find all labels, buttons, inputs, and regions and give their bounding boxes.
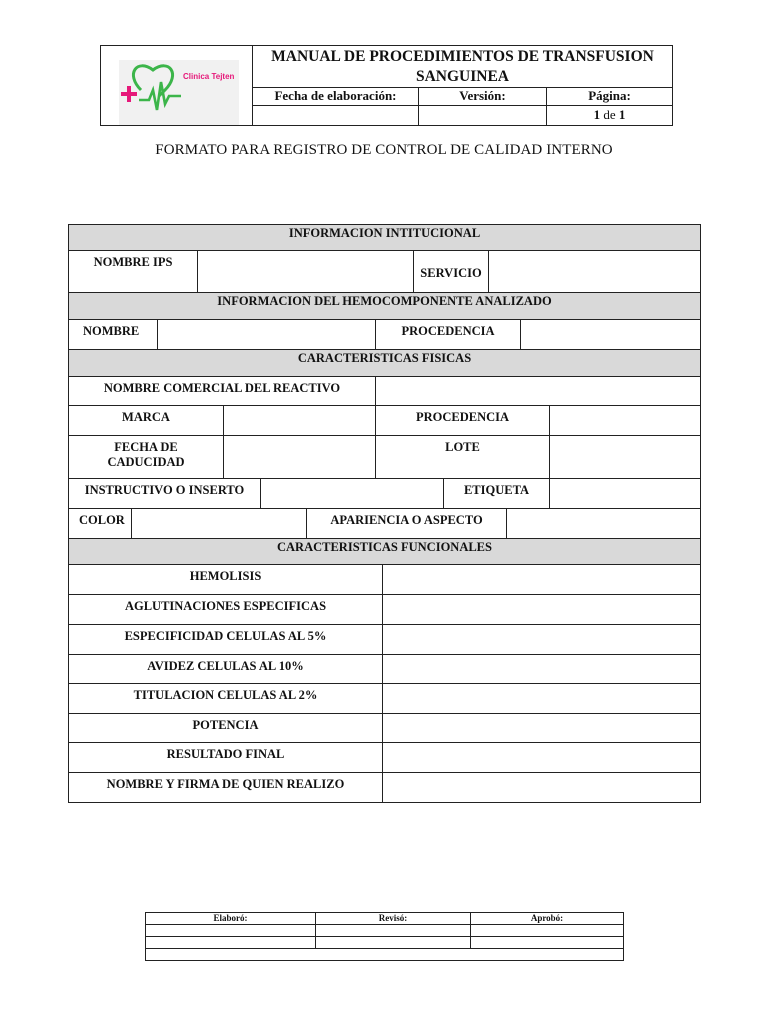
fecha-elaboracion-label: Fecha de elaboración: — [252, 87, 419, 106]
section-informacion-institucional: INFORMACION INTITUCIONAL — [68, 224, 701, 251]
page-separator: de — [603, 107, 616, 122]
heart-pulse-icon — [119, 60, 239, 125]
procedencia-label: PROCEDENCIA — [375, 319, 521, 350]
fecha-caducidad-label — [68, 435, 224, 479]
apariencia-field[interactable] — [506, 508, 701, 539]
especificidad-label: ESPECIFICIDAD CELULAS AL 5% — [68, 624, 383, 655]
etiqueta-label: ETIQUETA — [443, 478, 550, 509]
marca-field[interactable] — [223, 405, 376, 436]
document-title — [252, 45, 673, 88]
title-line-2: SANGUINEA — [415, 68, 509, 85]
nombre-label: NOMBRE — [68, 319, 158, 350]
fecha-caducidad-field[interactable] — [223, 435, 376, 479]
nombre-firma-field[interactable] — [382, 772, 701, 803]
hemolisis-field[interactable] — [382, 564, 701, 595]
avidez-field[interactable] — [382, 654, 701, 684]
nombre-ips-label: NOMBRE IPS — [68, 250, 198, 293]
signature-row[interactable] — [145, 948, 624, 961]
instructivo-label: INSTRUCTIVO O INSERTO — [68, 478, 261, 509]
resultado-final-field[interactable] — [382, 742, 701, 773]
aprobo-label: Aprobó: — [470, 912, 624, 925]
lote-label: LOTE — [375, 435, 550, 479]
nombre-firma-label: NOMBRE Y FIRMA DE QUIEN REALIZO — [68, 772, 383, 803]
aglutinaciones-label: AGLUTINACIONES ESPECIFICAS — [68, 594, 383, 625]
procedencia-reactivo-label: PROCEDENCIA — [375, 405, 550, 436]
page-current: 1 — [593, 107, 601, 122]
fecha-elaboracion-value — [252, 105, 419, 126]
pagina-label: Página: — [546, 87, 673, 106]
avidez-label: AVIDEZ CELULAS AL 10% — [68, 654, 383, 684]
title-line-1: MANUAL DE PROCEDIMIENTOS DE TRANSFUSION — [271, 48, 654, 65]
page-number — [546, 105, 673, 126]
logo-text: Clinica Tejten — [183, 72, 235, 81]
instructivo-field[interactable] — [260, 478, 444, 509]
resultado-final-label: RESULTADO FINAL — [68, 742, 383, 773]
color-label: COLOR — [68, 508, 132, 539]
section-caracteristicas-fisicas: CARACTERISTICAS FISICAS — [68, 349, 701, 377]
fecha-caducidad-line-2: CADUCIDAD — [107, 455, 185, 469]
nombre-comercial-label: NOMBRE COMERCIAL DEL REACTIVO — [68, 376, 376, 406]
lote-field[interactable] — [549, 435, 701, 479]
version-value — [418, 105, 547, 126]
reviso-label: Revisó: — [315, 912, 471, 925]
nombre-comercial-field[interactable] — [375, 376, 701, 406]
procedencia-field[interactable] — [520, 319, 701, 350]
hemolisis-label: HEMOLISIS — [68, 564, 383, 595]
etiqueta-field[interactable] — [549, 478, 701, 509]
aglutinaciones-field[interactable] — [382, 594, 701, 625]
marca-label: MARCA — [68, 405, 224, 436]
procedencia-reactivo-field[interactable] — [549, 405, 701, 436]
section-caracteristicas-funcionales: CARACTERISTICAS FUNCIONALES — [68, 538, 701, 565]
apariencia-label: APARIENCIA O ASPECTO — [306, 508, 507, 539]
clinic-logo — [119, 60, 239, 125]
version-label: Versión: — [418, 87, 547, 106]
especificidad-field[interactable] — [382, 624, 701, 655]
titulacion-label: TITULACION CELULAS AL 2% — [68, 683, 383, 714]
potencia-label: POTENCIA — [68, 713, 383, 743]
nombre-ips-field[interactable] — [197, 250, 414, 293]
servicio-label: SERVICIO — [413, 250, 489, 293]
color-field[interactable] — [131, 508, 307, 539]
titulacion-field[interactable] — [382, 683, 701, 714]
nombre-field[interactable] — [157, 319, 376, 350]
servicio-field[interactable] — [488, 250, 701, 293]
elaboro-label: Elaboró: — [145, 912, 316, 925]
form-subtitle: FORMATO PARA REGISTRO DE CONTROL DE CALIDAD INTERNO — [155, 142, 613, 158]
page-total: 1 — [618, 107, 626, 122]
potencia-field[interactable] — [382, 713, 701, 743]
fecha-caducidad-line-1: FECHA DE — [114, 440, 178, 454]
section-hemocomponente: INFORMACION DEL HEMOCOMPONENTE ANALIZADO — [68, 292, 701, 320]
